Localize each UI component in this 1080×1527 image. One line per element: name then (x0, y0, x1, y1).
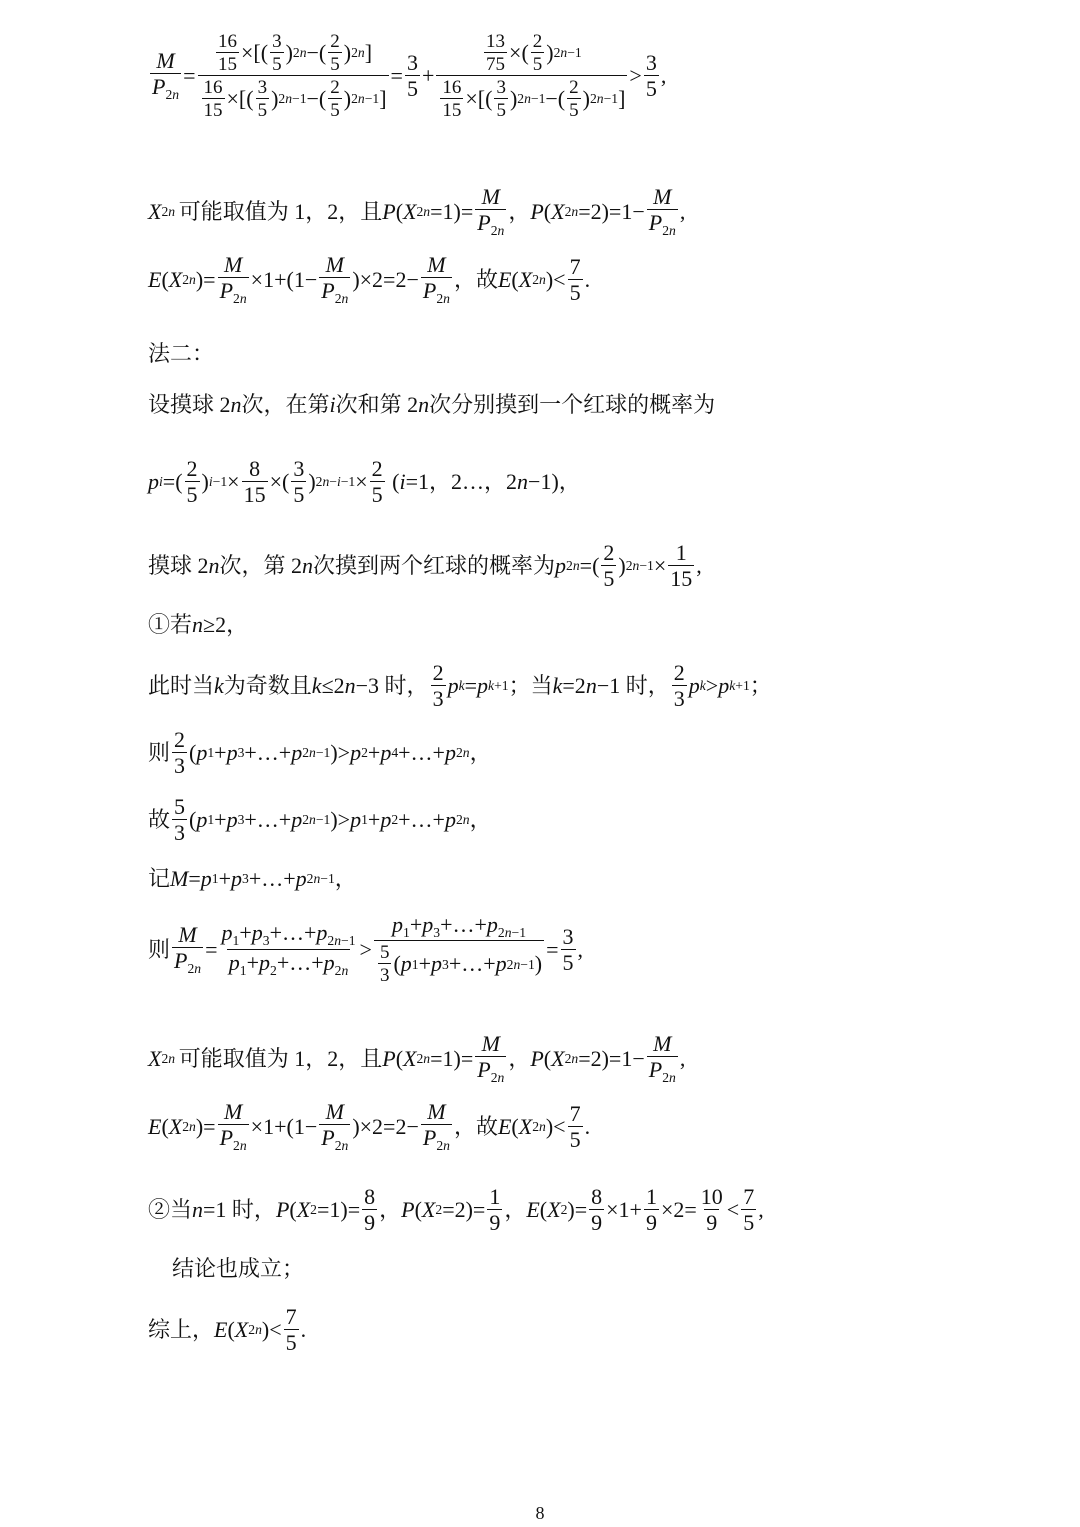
summary: 综上， E ( X 2n )< $\frac{7}{5}$ . (148, 1304, 307, 1355)
case-one: ①若 n ≥2， (148, 612, 249, 637)
define-m: 记 M = p 1 + p 3 +…+ p 2n−1 ， (148, 866, 357, 891)
first-big-fraction: $\frac{16}{15}$ ×[( $\frac{3}{5}$ ) 2n −( $\frac{2}{5}$ ) 2n ] $\frac{16}{15}$ ×[( $\frac{3}{5}$ ) 2n−1 −( $\frac{2}{5}$ ) 2n−1 ] (198, 32, 389, 120)
second-big-fraction: $\frac{13}{75}$ ×( $\frac{2}{5}$ ) 2n−1 $\frac{16}{15}$ ×[( $\frac{3}{5}$ ) 2n−1 −( $\frac{2}{5}$ ) 2n−1 ] (436, 32, 627, 120)
page-number: 8 (535, 1503, 545, 1523)
case-two: ②当 n =1 时， P ( X 2 =1)= $\frac{8}{9}$ ， P ( X 2 =2)= $\frac{1}{9}$ ， E ( X 2 )= $\frac{8}{9}$ ×1+ $\frac{1}{9}$ ×2= $\frac{10}{9}$ < $\frac{7}{5}$ , (148, 1184, 764, 1235)
lhs-fraction: $\frac{M}{P_{2n}}$ (152, 48, 180, 103)
setup-line: 设摸球 2 n 次，在第 i 次和第 2 n 次分别摸到一个红球的概率为 (148, 392, 716, 417)
method-two-title: 法二： (148, 341, 215, 366)
expectation-line-2: E ( X 2n )= $\frac{M}{P_{2n}}$ ×1+(1− $\frac{M}{P_{2n}}$ )×2=2− $\frac{M}{P_{2n}}$ ，故 E ( X 2n )< $\frac{7}{5}$ . (148, 1099, 591, 1153)
pi-formula: p i =( $\frac{2}{5}$ ) i−1 × $\frac{8}{15}$ ×( $\frac{3}{5}$ ) 2n−i−1 × $\frac{2}{5}$ ( i =1，2…，2 n −1)， (148, 456, 581, 507)
inequality-one: 则 $\frac{2}{3}$ ( p 1 + p 3 +…+ p 2n−1 )> p 2 + p 4 +…+ p 2n ， (148, 727, 492, 778)
conclusion-holds: 结论也成立； (172, 1256, 305, 1281)
odd-k-line: 此时当 k 为奇数且 k ≤2 n −3 时， $\frac{2}{3}$ p k = p k+1 ；当 k =2 n −1 时， $\frac{2}{3}$ p k > p k+1 ； (148, 660, 772, 711)
inequality-two: 故 $\frac{5}{3}$ ( p 1 + p 3 +…+ p 2n−1 )> p 1 + p 2 +…+ p 2n ， (148, 794, 492, 845)
ratio-inequality-block: $\frac{M}{P_{2n}}$ = $\frac{16}{15}$ ×[( $\frac{3}{5}$ ) 2n −( $\frac{2}{5}$ ) 2n ] $\frac{16}{15}$ ×[( $\frac{3}{5}$ ) 2n−1 −( $\frac{2}{5}$ ) 2n−1 ] = $\frac{3}{5}$ + $\frac{13}{75}$ ×( $\frac{2}{5}$ ) 2n−1 $\frac{16}{15}$ ×[( $\frac{3}{5}$ ) 2n−1 −( $\frac{2}{5}$ ) 2n−1 ] > $\frac{3}{5}$ , (152, 31, 667, 121)
expectation-line-1: E ( X 2n )= $\frac{M}{P_{2n}}$ ×1+(1− $\frac{M}{P_{2n}}$ )×2=2− $\frac{M}{P_{2n}}$ ，故 E ( X 2n )< $\frac{7}{5}$ . (148, 252, 591, 306)
x2n-values-line-1: X 2n 可能取值为 1，2，且 P ( X 2n =1)= $\frac{M}{P_{2n}}$ ， P ( X 2n =2)=1− $\frac{M}{P_{2n}}$ , (148, 184, 686, 238)
x2n-values-line-2: X 2n 可能取值为 1，2，且 P ( X 2n =1)= $\frac{M}{P_{2n}}$ ， P ( X 2n =2)=1− $\frac{M}{P_{2n}}$ , (148, 1031, 686, 1085)
p2n-formula: 摸球 2 n 次，第 2 n 次摸到两个红球的概率为 p 2n =( $\frac{2}{5}$ ) 2n−1 × $\frac{1}{15}$ , (148, 540, 702, 591)
ratio-line: 则 $\frac{M}{P_{2n}}$ = $\frac{p_1+p_3+\dots+p_{2n-1}}{p_1+p_2+\dots+p_{2n}}$ > $p_1+p_3+\dots+p_{2n-1}$ $\frac{5}{3}$ ( p 1 + p 3 +…+ p 2n−1 ) = $\frac{3}{5}$ , (148, 912, 584, 987)
